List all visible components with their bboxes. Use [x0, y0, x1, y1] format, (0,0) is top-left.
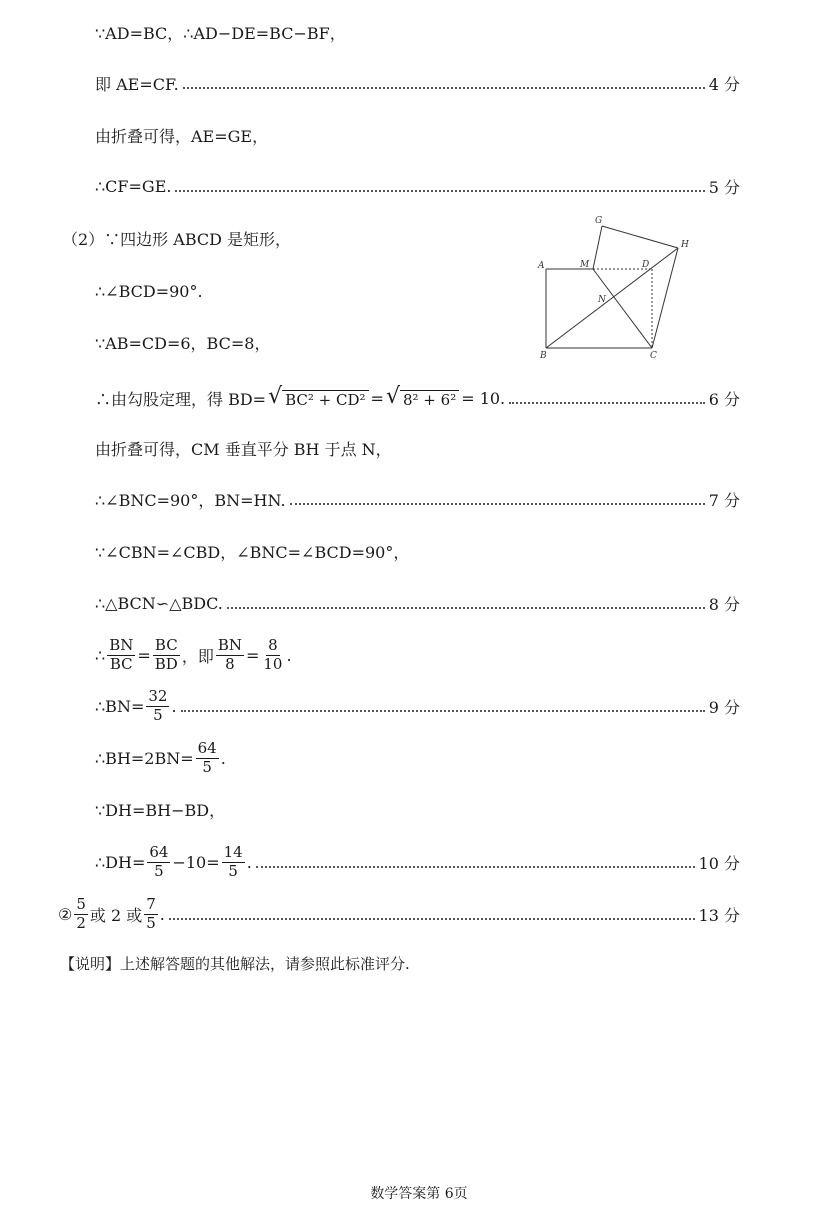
- fraction: $\frac{BN}{8}$: [217, 636, 242, 673]
- line-BH: [546, 248, 678, 348]
- line-10: ∴∠BNC=90°，BN=HN. 7 分: [95, 483, 740, 515]
- label-N: N: [598, 295, 606, 305]
- edge-GH: [602, 226, 678, 248]
- fraction: $\frac{5}{2}$: [76, 895, 86, 932]
- line-5: （2）∵四边形 ABCD 是矩形，: [62, 229, 292, 249]
- geometry-figure: [530, 210, 700, 360]
- sqrt-expression: √ 8² + 6²: [386, 387, 459, 409]
- line-15: ∴BH=2BN= $\frac{64}{5}$ .: [95, 739, 226, 776]
- fraction: $\frac{64}{5}$: [197, 739, 217, 776]
- edge-HC: [652, 248, 678, 348]
- dot-leader: [227, 607, 705, 609]
- line-3: 由折叠可得，AE=GE，: [95, 126, 269, 146]
- score: 10 分: [698, 853, 740, 873]
- line-13: ∴ $\frac{BN}{BC}$ = $\frac{BC}{BD}$ ，即 $\frac{BN}{8}$ = $\frac{8}{10}$ .: [95, 636, 292, 673]
- note: 【说明】上述解答题的其他解法，请参照此标准评分.: [60, 955, 410, 973]
- page-footer: 数学答案第 6页: [370, 1186, 468, 1202]
- line-2: 即 AE=CF. 4 分: [95, 67, 740, 99]
- label-B: B: [540, 351, 547, 360]
- score: 8 分: [708, 594, 740, 614]
- fraction: $\frac{7}{5}$: [146, 895, 156, 932]
- dot-leader: [183, 87, 705, 89]
- label-M: M: [580, 260, 590, 270]
- label-H: H: [681, 240, 689, 250]
- label-D: D: [642, 260, 650, 270]
- score: 4 分: [708, 74, 740, 94]
- dot-leader: [169, 918, 695, 920]
- dot-leader: [290, 503, 705, 505]
- dot-leader: [175, 190, 704, 192]
- score: 13 分: [698, 905, 740, 925]
- line-9: 由折叠可得，CM 垂直平分 BH 于点 N，: [95, 439, 392, 459]
- line-11: ∵∠CBN=∠CBD，∠BNC=∠BCD=90°，: [95, 542, 410, 562]
- line-18: ② $\frac{5}{2}$ 或 2 或 $\frac{7}{5}$ . 13 分: [58, 895, 740, 932]
- label-A: A: [538, 261, 545, 271]
- fraction: $\frac{14}{5}$: [223, 843, 243, 880]
- line-12: ∴△BCN∽△BDC. 8 分: [95, 593, 740, 614]
- dot-leader: [256, 866, 695, 868]
- fraction: $\frac{32}{5}$: [148, 687, 168, 724]
- label-G: G: [595, 216, 603, 226]
- fraction: $\frac{64}{5}$: [149, 843, 169, 880]
- score: 7 分: [708, 490, 740, 510]
- fraction: $\frac{8}{10}$: [263, 636, 283, 673]
- edge-MG: [593, 226, 602, 269]
- dot-leader: [509, 402, 705, 404]
- score: 6 分: [708, 389, 740, 409]
- line-14: ∴BN= $\frac{32}{5}$ . 9 分: [95, 687, 740, 724]
- dot-leader: [181, 710, 705, 712]
- line-MC: [593, 269, 652, 348]
- fraction: $\frac{BN}{BC}$: [109, 636, 134, 673]
- line-8: ∴由勾股定理，得 BD= √ BC² + CD² = √ 8² + 6² = 10. 6 分: [95, 384, 740, 409]
- line-16: ∵DH=BH−BD，: [95, 800, 226, 820]
- line-7: ∵AB=CD=6，BC=8，: [95, 333, 271, 353]
- sqrt-expression: √ BC² + CD²: [268, 387, 368, 409]
- line-17: ∴DH= $\frac{64}{5}$ −10= $\frac{14}{5}$ . 10 分: [95, 843, 740, 880]
- score: 9 分: [708, 697, 740, 717]
- fraction: $\frac{BC}{BD}$: [154, 636, 178, 673]
- label-C: C: [650, 351, 657, 360]
- line-4: ∴CF=GE. 5 分: [95, 176, 740, 197]
- score: 5 分: [708, 177, 740, 197]
- line-6: ∴∠BCD=90°.: [95, 281, 203, 301]
- line-1: ∵AD=BC，∴AD−DE=BC−BF，: [95, 23, 346, 43]
